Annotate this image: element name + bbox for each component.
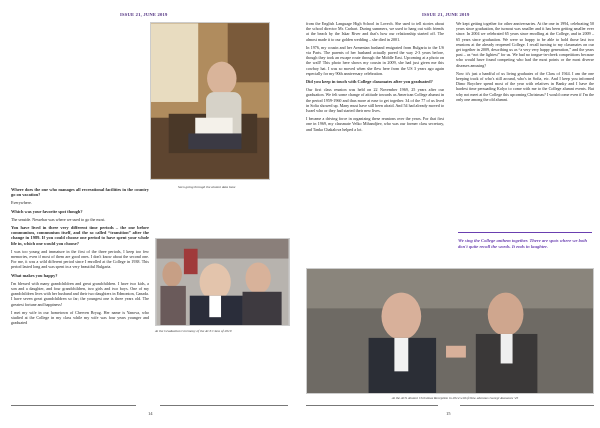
- right-footer-rule-a: [306, 405, 438, 406]
- right-article-column-b: [456, 21, 594, 105]
- question-happy: What makes you happy?: [11, 272, 58, 278]
- ceremony-scene-illustration: [156, 239, 289, 325]
- pull-quote: We sing the College anthem together. There are spots where we both don't quite recall the words. It ends in laughter.: [458, 238, 588, 249]
- photo-christmas-reception: [306, 268, 594, 394]
- caption-reception: At the ACS Alumni Christmas Reception in 2014 with fellow alumnus Georgi Atanasov '45: [391, 396, 519, 400]
- reading-scene-illustration: [151, 23, 269, 179]
- answer-happy: I'm blessed with many grandchildren and great grandchildren. I have two kids, a son and a daughter, and four grandchildren, two girls and two boys. One of my grandchildren lives with her husband and their two daughters in Edmonton, Canada. I have seven great grandchildren so far; the youngest one is three years old. The greatest fortune and happiness!: [11, 280, 149, 307]
- left-footer-rule-a: [11, 405, 136, 406]
- question-time-periods: You have lived in three very different time periods – the one before communism, communism itself, and the so called “transition” after the change in 1989. If you could choose one period to have spent your whole life in, which one would you choose?: [11, 225, 149, 246]
- paragraph-wife-story: from the English Language High School in Lovech. She used to tell stories about the school director Mr. Carhart. During summers, we used to hang out with friends at the beach by the Iskar River and that's how our relationship started off. The almost made it to our golden wedding – she died in 2001.: [306, 21, 444, 42]
- right-page-number: 15: [446, 411, 451, 416]
- left-footer-rule-b: [160, 405, 288, 406]
- pull-quote-top-rule: [458, 232, 592, 233]
- paragraph-anniversaries: We kept getting together for other anniversaries. At the one in 1994, celebrating 50 years since graduation, the turnout was smaller and it has been getting smaller ever since. In 2004 we celebrated 65 years since enrolling at the College, and in 2009 – 65 years since graduation. We were so happy to be able to hold those last two reunions at the already reopened College. I recall turning to my classmates on our get together in 2009, describing us as “a very very happy generation,” and the years past – as “not the lightest” for us. We had no tongue-in-cheek competitions because who would have found competing who had the most points or the most diverse diseases amusing?: [456, 21, 594, 68]
- question-vacation: Where does the one who manages all recreational facilities in the country go on vacation?: [11, 187, 149, 198]
- right-article-column-a: [306, 21, 444, 135]
- paragraph-driving-force: I became a driving force in organizing these reunions over the years. For that first one in 1969, my classmate Velko Mihandjiev, who was our former class secretary, and Tanka Chakalova helped a lot.: [306, 116, 444, 132]
- photo-man-reading: [150, 22, 270, 180]
- photo-graduation-ceremony: [155, 238, 290, 326]
- right-footer-rule-b: [460, 405, 594, 406]
- answer-wife: I met my wife in our hometown of Cherven Bryag. Her name is Yanova, who studied at the College in my class while my wife was four years younger and graduated: [11, 309, 149, 326]
- answer-time-periods: I was too young and immature in the first of the three periods, I keep too few memories, even if most of them are good ones. I don't know about the second one. For me, it was a wild different period since I enrolled at the College in 1938. This period lasted long and was spent in a very beautiful Bulgaria.: [11, 248, 149, 270]
- answer-favorite-spot: The seaside. Nessebar was where we used to go the most.: [11, 216, 106, 222]
- paragraph-cousin: In 1976, my cousin and her Armenian husband emigrated from Bulgaria to the US via Paris. The parents of her husband actually paved the way 2-3 years before, though they took an escape route through the Middle East. Upcoming at a photo on the wall! This photo here shows my cousin in 2009, she had just given me this cowboy hat. I was so moved when she flew here from the US 3 years ago again especially for my 90th anniversary celebration.: [306, 44, 444, 76]
- reception-scene-illustration: [307, 269, 593, 393]
- question-favorite-spot: Which was your favorite spot though?: [11, 208, 83, 214]
- right-page: [300, 0, 600, 428]
- question-classmates: Did you keep in touch with College classmates after you graduated?: [306, 79, 433, 85]
- paragraph-handful: Now it's just a handful of us living graduates of the Class of 1944. I am the one keeping track of who's still around, who's in Sofia, etc. And I keep you informed Dimo Boychev spend most of the year with relatives in Banky and I have the hardest time persuading Kolyo to come with me to the College alumni events. But why not meet at the College this upcoming Christmas? I would come even if I'm the only one among the old alumni.: [456, 70, 594, 102]
- answer-vacation: Everywhere.: [11, 200, 32, 206]
- caption-reading: Seen going through the alumni data base: [178, 185, 236, 189]
- left-page-number: 14: [148, 411, 153, 416]
- paragraph-first-reunion: Our first class reunion was held on 22 November 1969, 25 years after our graduation. We felt some change of attitude towards us American College alumni in the period 1959-1960 and thus more at ease to get together. 34 of the 77 of us lived in Sofia showed up. Many must have still been afraid. And 54 had already moved to Israel who or they had started their new lives.: [306, 87, 444, 114]
- left-article-column: [11, 187, 149, 328]
- caption-ceremony: At the Graduation Ceremony of the ACS Class of 2019: [155, 329, 232, 333]
- right-running-head: ISSUE 21, JUNE 2019: [422, 12, 470, 17]
- left-running-head: ISSUE 21, JUNE 2019: [120, 12, 168, 17]
